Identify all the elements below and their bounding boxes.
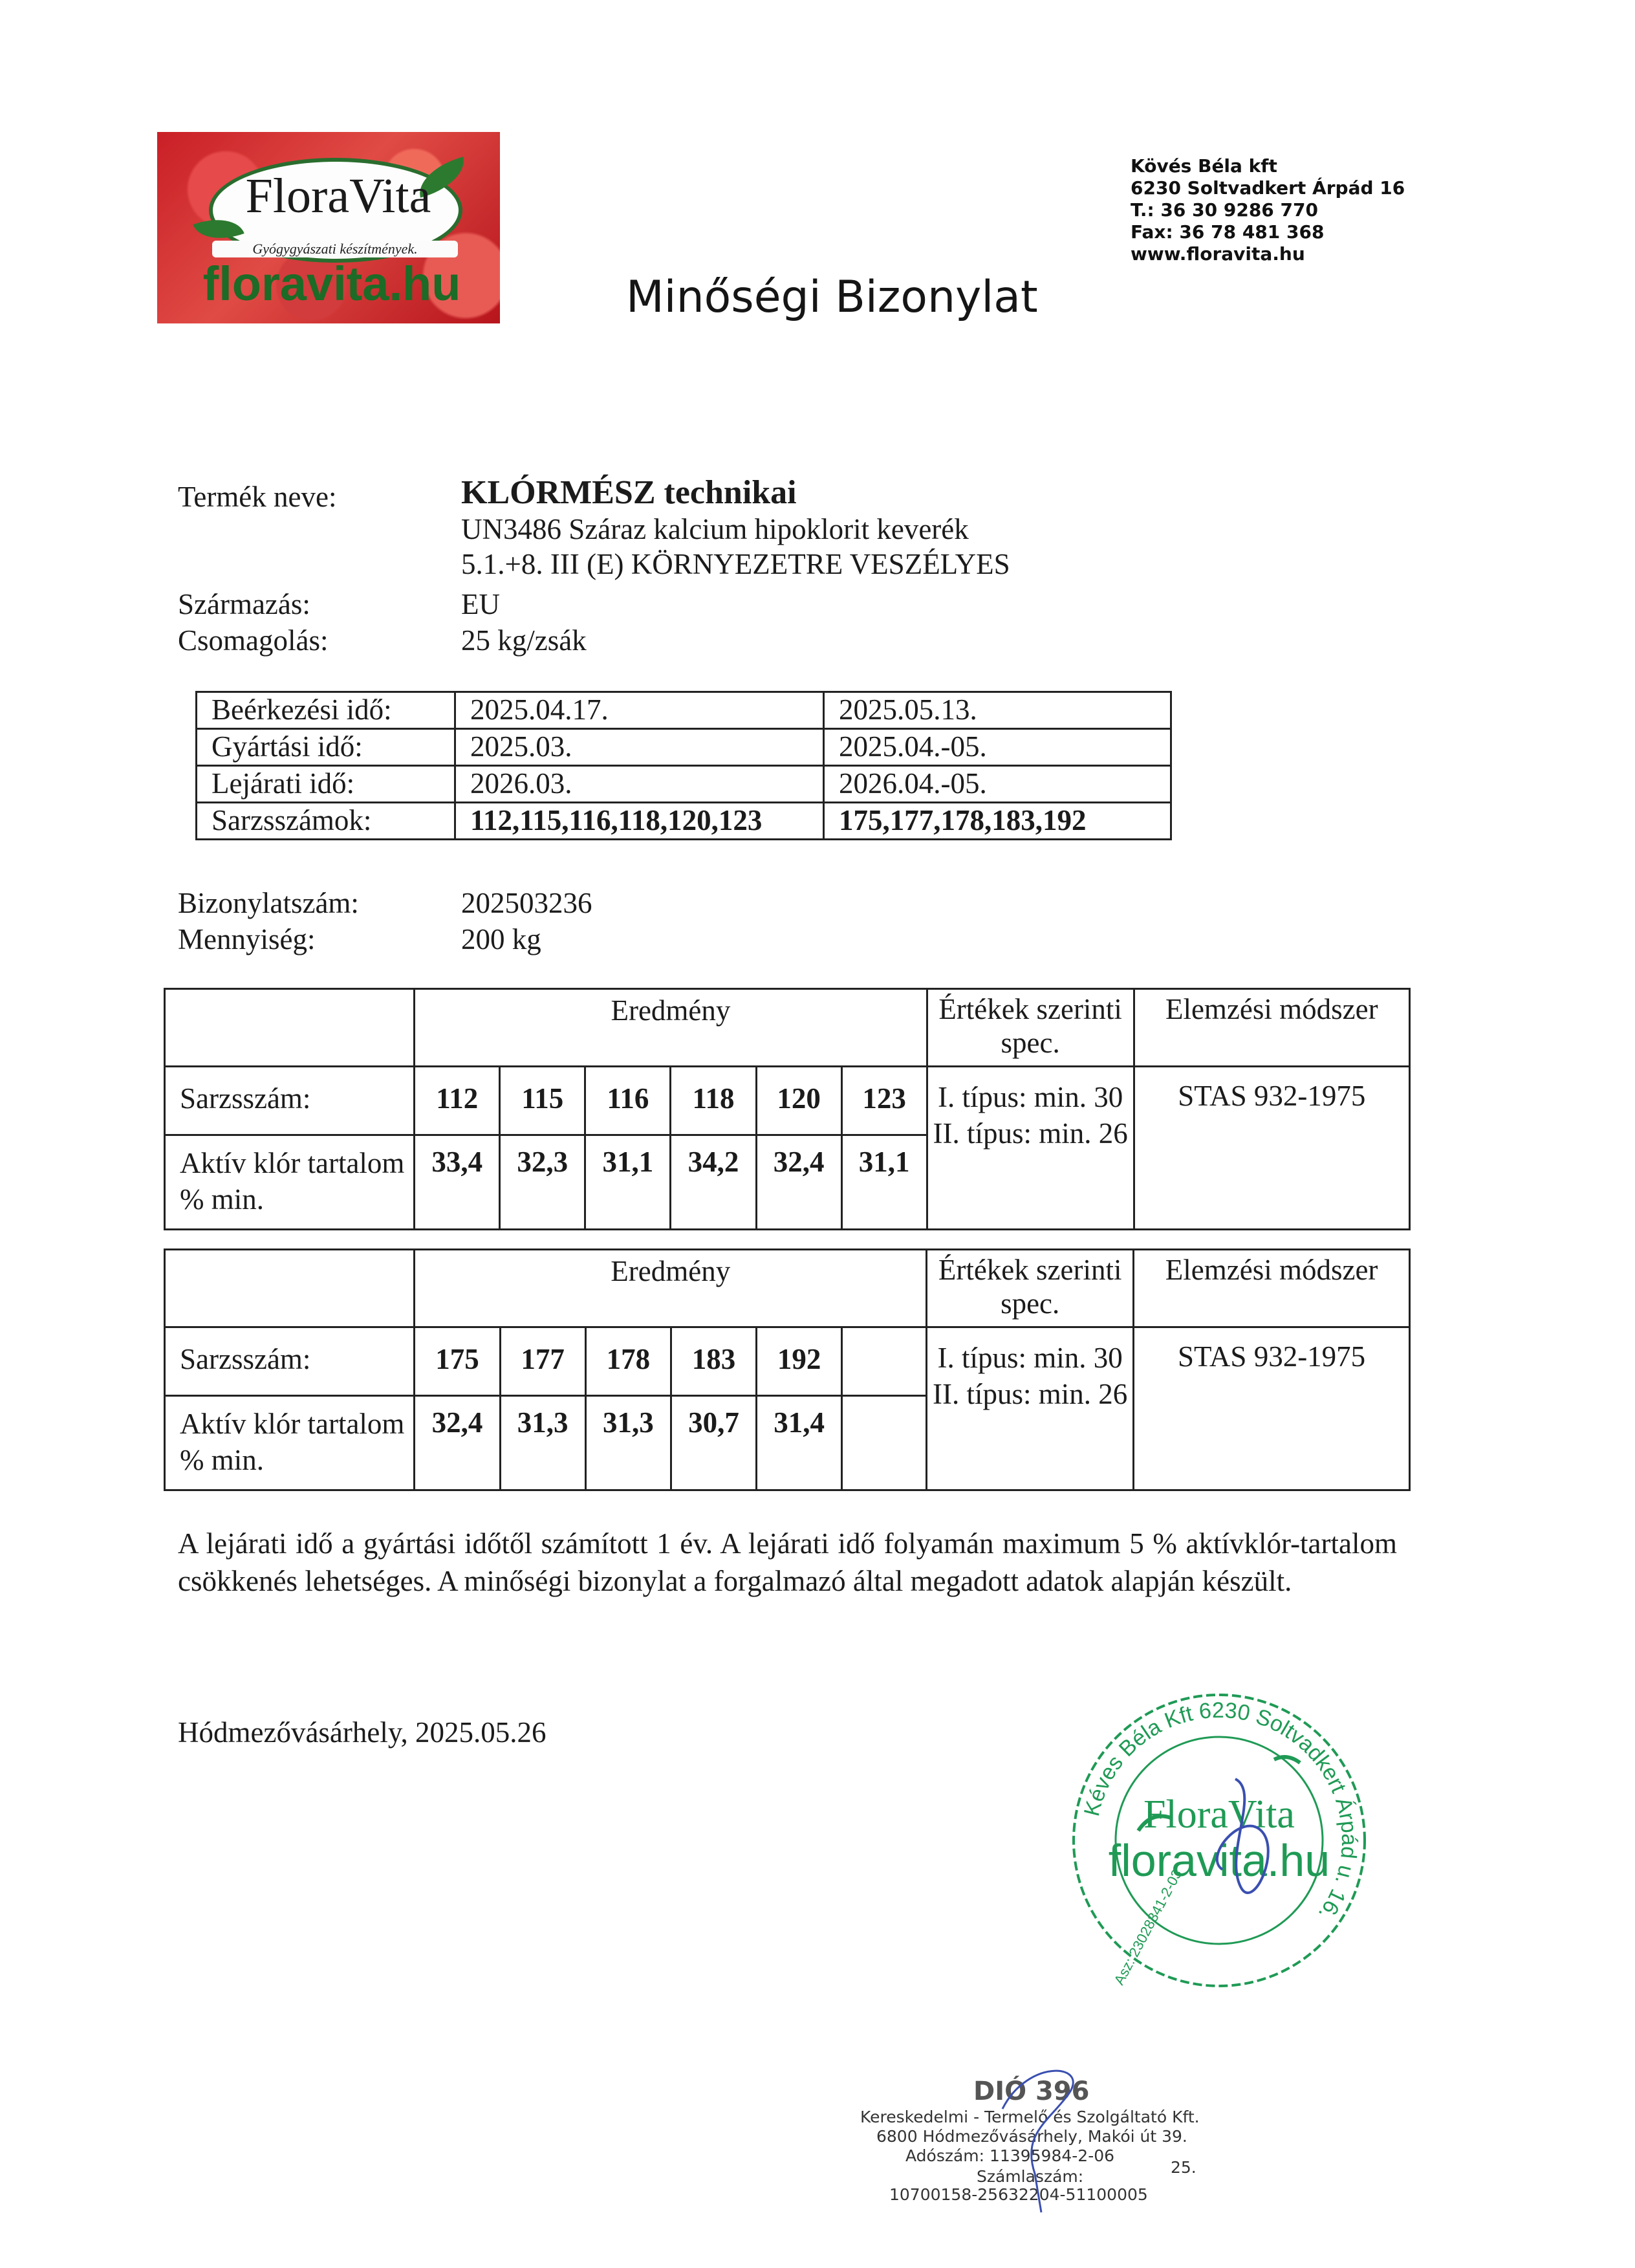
product-name-label: Termék neve: — [178, 481, 337, 513]
table-row — [197, 692, 1171, 729]
table-cell — [165, 989, 415, 1067]
quantity-value: 200 kg — [461, 923, 541, 955]
stamp-brand: FloraVita — [1143, 1793, 1295, 1837]
chlorine-value: 31,3 — [500, 1396, 585, 1490]
table-row — [165, 1250, 1410, 1327]
batch-label: Sarzsszám: — [165, 1327, 415, 1396]
spec-values — [927, 1067, 1134, 1230]
product-hazard-class: 5.1.+8. III (E) KÖRNYEZETRE VESZÉLYES — [461, 548, 1010, 580]
product-name: KLÓRMÉSZ technikai — [461, 474, 797, 511]
table-cell: 2026.04.-05. — [824, 766, 1171, 803]
batch-number: 116 — [585, 1067, 671, 1135]
analysis-method: STAS 932-1975 — [1134, 1327, 1410, 1490]
batch-number: 177 — [500, 1327, 585, 1396]
chlorine-value — [842, 1396, 927, 1490]
batch-number: 115 — [500, 1067, 585, 1135]
company-address: 6230 Soltvadkert Árpád 16 — [1131, 177, 1405, 199]
batch-number: 112 — [415, 1067, 500, 1135]
table-row — [197, 766, 1171, 803]
table-row — [197, 803, 1171, 840]
company-phone: T.: 36 30 9286 770 — [1131, 199, 1318, 221]
spec-header: Értékek szerinti spec. — [927, 989, 1134, 1067]
stamp-ring-text: Kéves Béla Kft 6230 Soltvadkert Árpád u. 16. — [1079, 1697, 1362, 1926]
logo-tagline: Gyógygyászati készítmények. — [212, 241, 458, 257]
table-cell: Gyártási idő: — [197, 729, 455, 766]
stamp2-line: Adószám: 11395984-2-06 — [905, 2146, 1115, 2165]
result-header: Eredmény — [415, 1250, 927, 1327]
certificate-number-label: Bizonylatszám: — [178, 887, 359, 919]
origin-value: EU — [461, 588, 500, 620]
method-header: Elemzési módszer — [1134, 1250, 1410, 1327]
results-table-2 — [164, 1248, 1411, 1491]
table-cell: 2025.04.17. — [455, 692, 824, 729]
batch-number: 183 — [671, 1327, 756, 1396]
company-fax: Fax: 36 78 481 368 — [1131, 221, 1325, 243]
stamp2-line: 10700158-25632204-51100005 — [889, 2185, 1148, 2204]
batch-number: 120 — [756, 1067, 841, 1135]
stamp2-line: 25. — [1171, 2158, 1196, 2177]
table-cell: 2025.05.13. — [824, 692, 1171, 729]
chlorine-value: 32,4 — [415, 1396, 500, 1490]
chlorine-value: 31,3 — [585, 1396, 671, 1490]
batch-number: 192 — [757, 1327, 842, 1396]
company-name: Kövés Béla kft — [1131, 155, 1277, 177]
chlorine-value: 31,4 — [757, 1396, 842, 1490]
results-table-1 — [164, 988, 1411, 1230]
stamp2-head: DIÓ 396 — [973, 2077, 1090, 2106]
analysis-method: STAS 932-1975 — [1134, 1067, 1409, 1230]
quantity-label: Mennyiség: — [178, 923, 316, 955]
place-date: Hódmezővásárhely, 2025.05.26 — [178, 1716, 547, 1749]
stamp2-line: 6800 Hódmezővásárhely, Makói út 39. — [876, 2127, 1187, 2146]
table-row — [165, 1327, 1410, 1396]
signature — [983, 2051, 1112, 2219]
origin-label: Származás: — [178, 588, 310, 620]
spec-type-1: I. típus: min. 30 — [938, 1081, 1123, 1113]
company-stamp — [1061, 1682, 1378, 1999]
table-row — [165, 989, 1410, 1067]
batch-number: 123 — [841, 1067, 927, 1135]
table-cell: 2026.03. — [455, 766, 824, 803]
batch-number — [842, 1327, 927, 1396]
packaging-label: Csomagolás: — [178, 624, 329, 657]
chlorine-value: 32,3 — [500, 1135, 585, 1230]
floravita-logo — [157, 132, 500, 323]
spec-header: Értékek szerinti spec. — [927, 1250, 1134, 1327]
company-web: www.floravita.hu — [1131, 243, 1305, 265]
batch-number: 178 — [585, 1327, 671, 1396]
stamp2-line: Kereskedelmi - Termelő és Szolgáltató Kft. — [860, 2108, 1200, 2126]
table-cell: Lejárati idő: — [197, 766, 455, 803]
document-title: Minőségi Bizonylat — [626, 272, 1038, 323]
dates-table — [195, 691, 1172, 840]
batch-number: 175 — [415, 1327, 500, 1396]
certificate-number: 202503236 — [461, 887, 592, 919]
logo-site: floravita.hu — [202, 257, 461, 311]
spec-type-2: II. típus: min. 26 — [933, 1378, 1128, 1410]
spec-type-1: I. típus: min. 30 — [937, 1342, 1123, 1374]
chlorine-value: 33,4 — [415, 1135, 500, 1230]
chlorine-value: 30,7 — [671, 1396, 756, 1490]
stamp2-line: Számlaszám: — [977, 2167, 1084, 2186]
table-cell: Beérkezési idő: — [197, 692, 455, 729]
batch-label: Sarzsszám: — [165, 1067, 415, 1135]
table-cell: 175,177,178,183,192 — [824, 803, 1171, 840]
secondary-stamp — [854, 2070, 1229, 2219]
table-cell: 2025.04.-05. — [824, 729, 1171, 766]
table-row — [165, 1067, 1410, 1135]
stamp-tax-number: Asz: 23028341-2-03 — [1110, 1866, 1186, 1988]
chlorine-label: Aktív klór tartalom % min. — [165, 1135, 415, 1230]
stamp-site: floravita.hu — [1108, 1835, 1330, 1886]
chlorine-value: 31,1 — [585, 1135, 671, 1230]
spec-values — [927, 1327, 1134, 1490]
table-cell — [165, 1250, 415, 1327]
chlorine-label: Aktív klór tartalom % min. — [165, 1396, 415, 1490]
method-header: Elemzési módszer — [1134, 989, 1409, 1067]
spec-type-2: II. típus: min. 26 — [933, 1117, 1128, 1150]
chlorine-value: 32,4 — [756, 1135, 841, 1230]
product-description: UN3486 Száraz kalcium hipoklorit keverék — [461, 513, 969, 545]
table-cell: 112,115,116,118,120,123 — [455, 803, 824, 840]
validity-note: A lejárati idő a gyártási időtől számított 1 év. A lejárati idő folyamán maximum 5 % aktívklór-tartalom csökkenés lehetséges. A minőségi bizonylat a forgalmazó által megadott adatok alapján készült. — [178, 1527, 1397, 1597]
chlorine-value: 34,2 — [671, 1135, 756, 1230]
table-cell: Sarzsszámok: — [197, 803, 455, 840]
chlorine-value: 31,1 — [841, 1135, 927, 1230]
logo-brand: FloraVita — [245, 169, 431, 223]
table-cell: 2025.03. — [455, 729, 824, 766]
table-row — [197, 729, 1171, 766]
packaging-value: 25 kg/zsák — [461, 624, 587, 657]
company-info — [1131, 155, 1405, 265]
result-header: Eredmény — [415, 989, 927, 1067]
batch-number: 118 — [671, 1067, 756, 1135]
